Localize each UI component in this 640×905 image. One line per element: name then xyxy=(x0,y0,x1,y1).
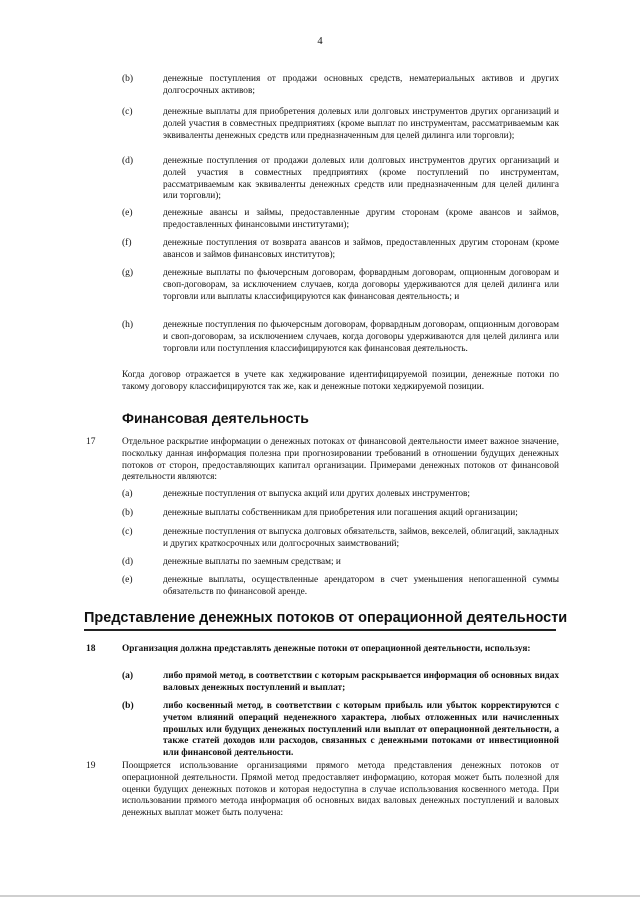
item-label: (e) xyxy=(122,208,133,218)
item-text: денежные поступления от выпуска долговых обязательств, займов, векселей, облигаций, закладных и других краткосрочных или долгосрочных заимствований; xyxy=(163,527,559,549)
item-text: денежные авансы и займы, предоставленные другим сторонам (кроме авансов и займов, предоставленных финансовыми институтами); xyxy=(163,208,559,230)
item-text: денежные выплаты, осуществленные арендатором в счет уменьшения непогашенной суммы обязательств по финансовой аренде. xyxy=(163,575,559,597)
item-label: (e) xyxy=(122,575,133,585)
item-label: (b) xyxy=(122,701,134,711)
hedge-note: Когда договор отражается в учете как хеджирование идентифицируемой позиции, денежные потоки по такому договору классифицируются так же, как и денежные потоки хеджируемой позиции. xyxy=(122,370,559,392)
item-text: денежные выплаты для приобретения долевых или долговых инструментов других организаций и долей участия в совместных предприятиях (кроме выплат по инструментам, рассматриваемым как эквиваленты денежных средств или предназначенным для целей дилинга или торговли); xyxy=(163,107,559,141)
item-text: денежные поступления от выпуска акций или других долевых инструментов; xyxy=(163,489,470,499)
heading-rule xyxy=(84,629,556,631)
item-label: (g) xyxy=(122,268,134,278)
item-label: (d) xyxy=(122,156,134,166)
paragraph-number: 18 xyxy=(86,644,96,654)
paragraph-17-text: Отдельное раскрытие информации о денежных потоках от финансовой деятельности имеет важное значение, поскольку данная информация полезна при прогнозировании требований в отношении будущих денежных потоков от сторон, предоставляющих капитал организации. Примерами денежных потоков от финансовой деятельности являются: xyxy=(122,437,559,483)
item-label: (d) xyxy=(122,557,134,567)
item-label: (a) xyxy=(122,489,133,499)
item-text: денежные поступления по фьючерсным договорам, форвардным договорам, опционным договорам и своп-договорам, за исключением случаев, когда договоры удерживаются для целей дилинга или торговли или поступления классифицируются как финансовая деятельность. xyxy=(163,320,559,354)
item-text: денежные выплаты по фьючерсным договорам, форвардным договорам, опционным договорам и своп-договорам, за исключением случаев, когда договоры удерживаются для целей дилинга или торговли или выплаты классифицируются как финансовая деятельность; и xyxy=(163,268,559,302)
item-label: (b) xyxy=(122,508,134,518)
section-heading-financing: Финансовая деятельность xyxy=(122,410,309,426)
item-text: денежные поступления от возврата авансов и займов, предоставленных другим сторонам (кроме авансов и займов финансовых институтов); xyxy=(163,238,559,260)
item-label: (a) xyxy=(122,671,134,681)
item-text: денежные выплаты собственникам для приобретения или погашения акций организации; xyxy=(163,508,518,518)
item-text: либо прямой метод, в соответствии с которым раскрывается информация об основных видах валовых денежных поступлений и выплат; xyxy=(163,671,559,693)
item-label: (h) xyxy=(122,320,134,330)
item-text: либо косвенный метод, в соответствии с которым прибыль или убыток корректируются с учетом влияний операций неденежного характера, любых отложенных или начисленных прошлых или будущих денежных поступлений или выплат от операционной деятельности, а также статей доходов или расходов, связанных с денежными потоками от инвестиционной или финансовой деятельности. xyxy=(163,701,559,759)
item-text: денежные поступления от продажи долевых или долговых инструментов других организаций и долей участия в совместных предприятиях (кроме поступлений по инструментам, рассматриваемым как эквиваленты денежных средств или предназначенным для целей дилинга или торговли); xyxy=(163,156,559,202)
item-label: (c) xyxy=(122,107,133,117)
item-text: денежные поступления от продажи основных средств, нематериальных активов и других долгосрочных активов; xyxy=(163,74,559,96)
item-label: (c) xyxy=(122,527,133,537)
item-label: (b) xyxy=(122,74,134,84)
paragraph-19-text: Поощряется использование организациями прямого метода представления денежных потоков от операционной деятельности. Прямой метод предоставляет информацию, которая может быть полезной для оценки будущих денежных потоков и которая недоступна в случае использования косвенного метода. При использовании прямого метода информация об основных видах валовых денежных поступлений и валовых денежных выплат может быть получена: xyxy=(122,761,559,819)
page-number: 4 xyxy=(317,36,323,47)
paragraph-number: 17 xyxy=(86,437,96,447)
paragraph-number: 19 xyxy=(86,761,96,771)
scan-edge-line xyxy=(0,895,640,897)
paragraph-18-text: Организация должна представлять денежные потоки от операционной деятельности, используя: xyxy=(122,644,531,654)
item-text: денежные выплаты по заемным средствам; и xyxy=(163,557,341,567)
item-label: (f) xyxy=(122,238,132,248)
section-heading-operating: Представление денежных потоков от операционной деятельности xyxy=(84,610,568,626)
